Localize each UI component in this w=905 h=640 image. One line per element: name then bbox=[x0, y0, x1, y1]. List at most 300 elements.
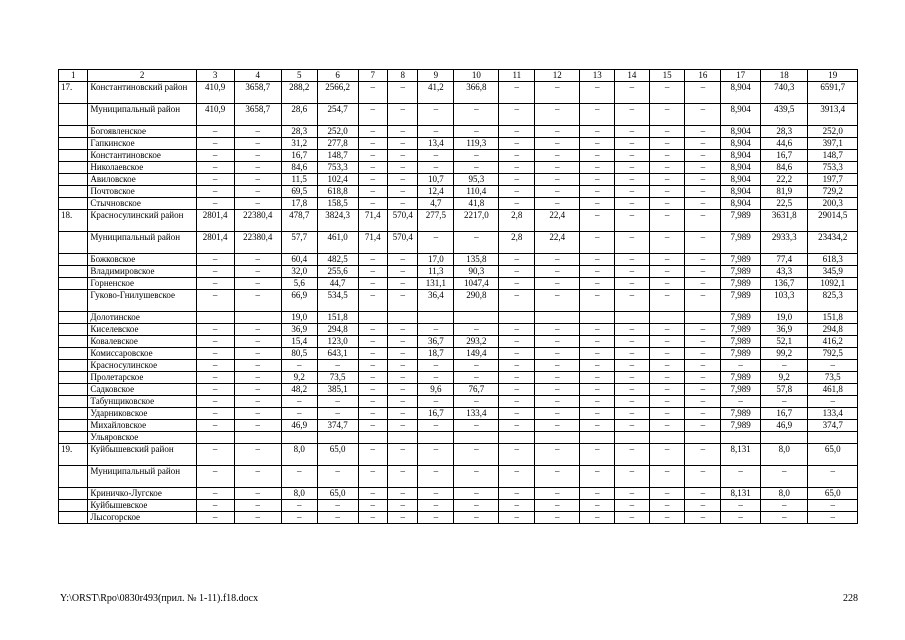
table-cell: 46,9 bbox=[281, 420, 317, 432]
table-cell: – bbox=[580, 232, 615, 254]
table-cell: 461,8 bbox=[808, 384, 858, 396]
table-cell: – bbox=[234, 150, 281, 162]
table-cell: 131,1 bbox=[418, 278, 454, 290]
table-cell: 288,2 bbox=[281, 82, 317, 104]
table-cell: – bbox=[358, 372, 387, 384]
table-cell bbox=[418, 312, 454, 324]
table-cell: – bbox=[388, 104, 418, 126]
table-cell: – bbox=[649, 360, 685, 372]
table-cell: 69,5 bbox=[281, 186, 317, 198]
table-cell: – bbox=[388, 82, 418, 104]
row-name: Гапкинское bbox=[88, 138, 196, 150]
table-cell: 277,8 bbox=[317, 138, 358, 150]
table-cell: – bbox=[580, 150, 615, 162]
table-cell: – bbox=[454, 488, 499, 500]
table-cell: – bbox=[685, 324, 721, 336]
table-cell: 28,3 bbox=[761, 126, 808, 138]
table-cell: – bbox=[281, 408, 317, 420]
table-row bbox=[59, 150, 858, 162]
table-cell: – bbox=[454, 466, 499, 488]
table-cell: – bbox=[499, 372, 535, 384]
table-cell: – bbox=[281, 360, 317, 372]
table-cell: – bbox=[685, 444, 721, 466]
table-cell: – bbox=[649, 348, 685, 360]
table-cell: – bbox=[234, 324, 281, 336]
table-cell: – bbox=[388, 198, 418, 210]
table-cell: 8,904 bbox=[721, 186, 761, 198]
table-cell: – bbox=[418, 488, 454, 500]
table-cell: – bbox=[580, 384, 615, 396]
table-cell: – bbox=[685, 210, 721, 232]
table-cell: 158,5 bbox=[317, 198, 358, 210]
table-cell: 22,4 bbox=[535, 210, 580, 232]
table-cell: – bbox=[196, 324, 234, 336]
table-cell: 792,5 bbox=[808, 348, 858, 360]
table-cell: – bbox=[196, 290, 234, 312]
table-cell: – bbox=[615, 384, 650, 396]
row-number bbox=[59, 198, 88, 210]
table-cell: – bbox=[388, 324, 418, 336]
table-cell: 65,0 bbox=[808, 488, 858, 500]
table-cell: 294,8 bbox=[317, 324, 358, 336]
table-cell: – bbox=[388, 266, 418, 278]
row-number bbox=[59, 138, 88, 150]
table-cell: 8,904 bbox=[721, 126, 761, 138]
table-row bbox=[59, 396, 858, 408]
table-cell: – bbox=[499, 348, 535, 360]
table-cell: – bbox=[685, 408, 721, 420]
table-cell: 36,7 bbox=[418, 336, 454, 348]
table-cell: 385,1 bbox=[317, 384, 358, 396]
table-cell: 57,8 bbox=[761, 384, 808, 396]
table-cell: 36,9 bbox=[281, 324, 317, 336]
table-cell: 753,3 bbox=[808, 162, 858, 174]
table-cell: – bbox=[454, 360, 499, 372]
table-cell: – bbox=[685, 348, 721, 360]
column-header: 19 bbox=[808, 70, 858, 82]
table-cell: – bbox=[499, 254, 535, 266]
table-cell: 8,0 bbox=[281, 488, 317, 500]
table-cell: 102,4 bbox=[317, 174, 358, 186]
table-cell: – bbox=[615, 348, 650, 360]
table-cell: – bbox=[499, 174, 535, 186]
row-number: 18. bbox=[59, 210, 88, 232]
table-cell: – bbox=[535, 384, 580, 396]
table-cell: 151,8 bbox=[808, 312, 858, 324]
table-cell: 9,2 bbox=[761, 372, 808, 384]
table-cell: – bbox=[388, 174, 418, 186]
table-cell: – bbox=[234, 396, 281, 408]
table-cell: – bbox=[535, 82, 580, 104]
table-cell: – bbox=[535, 512, 580, 524]
table-cell: – bbox=[808, 466, 858, 488]
column-header: 16 bbox=[685, 70, 721, 82]
table-cell: – bbox=[761, 466, 808, 488]
table-cell: – bbox=[388, 466, 418, 488]
table-cell: – bbox=[234, 384, 281, 396]
table-cell: 618,8 bbox=[317, 186, 358, 198]
table-cell: – bbox=[388, 186, 418, 198]
table-cell: – bbox=[615, 186, 650, 198]
table-cell: – bbox=[388, 420, 418, 432]
table-cell: 133,4 bbox=[808, 408, 858, 420]
table-cell: – bbox=[649, 512, 685, 524]
table-row bbox=[59, 432, 858, 444]
table-cell: – bbox=[615, 408, 650, 420]
table-cell: – bbox=[454, 420, 499, 432]
table-cell: 135,8 bbox=[454, 254, 499, 266]
table-cell: 84,6 bbox=[761, 162, 808, 174]
table-cell: – bbox=[418, 150, 454, 162]
table-cell: 8,904 bbox=[721, 104, 761, 126]
table-cell: – bbox=[761, 500, 808, 512]
table-cell: – bbox=[196, 186, 234, 198]
table-cell: 95,3 bbox=[454, 174, 499, 186]
row-name: Муниципальный район bbox=[88, 466, 196, 488]
table-cell: 65,0 bbox=[317, 444, 358, 466]
table-cell: – bbox=[358, 360, 387, 372]
table-cell: 10,7 bbox=[418, 174, 454, 186]
table-cell: 7,989 bbox=[721, 266, 761, 278]
table-row bbox=[59, 488, 858, 500]
table-cell: – bbox=[535, 174, 580, 186]
table-cell: – bbox=[761, 512, 808, 524]
table-cell: – bbox=[499, 420, 535, 432]
table-cell: – bbox=[234, 466, 281, 488]
table-cell: – bbox=[499, 104, 535, 126]
table-cell: 8,131 bbox=[721, 488, 761, 500]
table-cell: 11,5 bbox=[281, 174, 317, 186]
table-cell: 2,8 bbox=[499, 232, 535, 254]
table-cell: – bbox=[388, 512, 418, 524]
row-name: Константиновское bbox=[88, 150, 196, 162]
table-cell: 123,0 bbox=[317, 336, 358, 348]
table-cell: – bbox=[649, 278, 685, 290]
table-cell: 254,7 bbox=[317, 104, 358, 126]
table-cell: 23434,2 bbox=[808, 232, 858, 254]
table-cell bbox=[615, 432, 650, 444]
table-cell: – bbox=[580, 360, 615, 372]
table-cell: – bbox=[649, 162, 685, 174]
row-number bbox=[59, 396, 88, 408]
table-cell: – bbox=[317, 360, 358, 372]
table-cell: – bbox=[454, 512, 499, 524]
row-number: 19. bbox=[59, 444, 88, 466]
table-cell: – bbox=[196, 348, 234, 360]
table-cell: – bbox=[418, 104, 454, 126]
table-cell: – bbox=[649, 384, 685, 396]
table-cell: – bbox=[388, 150, 418, 162]
table-cell: – bbox=[649, 186, 685, 198]
table-cell: – bbox=[358, 104, 387, 126]
table-cell: – bbox=[580, 174, 615, 186]
row-name: Владимировское bbox=[88, 266, 196, 278]
table-cell bbox=[499, 432, 535, 444]
table-cell: – bbox=[685, 198, 721, 210]
table-cell: – bbox=[649, 150, 685, 162]
row-name: Горненское bbox=[88, 278, 196, 290]
table-cell: 534,5 bbox=[317, 290, 358, 312]
table-cell: – bbox=[454, 150, 499, 162]
table-cell: 277,5 bbox=[418, 210, 454, 232]
table-cell: – bbox=[580, 336, 615, 348]
table-cell: – bbox=[580, 126, 615, 138]
table-cell: – bbox=[418, 372, 454, 384]
table-cell: – bbox=[535, 408, 580, 420]
table-cell: – bbox=[234, 420, 281, 432]
table-cell: – bbox=[649, 82, 685, 104]
column-header: 10 bbox=[454, 70, 499, 82]
table-cell: 729,2 bbox=[808, 186, 858, 198]
table-cell: – bbox=[234, 500, 281, 512]
table-cell: – bbox=[418, 324, 454, 336]
column-header: 4 bbox=[234, 70, 281, 82]
table-cell: – bbox=[721, 396, 761, 408]
table-cell: – bbox=[649, 408, 685, 420]
row-name: Божковское bbox=[88, 254, 196, 266]
table-cell: 16,7 bbox=[761, 408, 808, 420]
row-name: Авиловское bbox=[88, 174, 196, 186]
table-cell: – bbox=[580, 162, 615, 174]
table-cell: – bbox=[388, 488, 418, 500]
table-cell: – bbox=[388, 408, 418, 420]
table-cell: 148,7 bbox=[808, 150, 858, 162]
table-cell: 197,7 bbox=[808, 174, 858, 186]
table-cell: – bbox=[418, 512, 454, 524]
table-cell: – bbox=[358, 348, 387, 360]
table-cell bbox=[454, 312, 499, 324]
table-cell bbox=[649, 312, 685, 324]
table-cell: – bbox=[358, 162, 387, 174]
table-cell: – bbox=[685, 254, 721, 266]
table-cell: 22,4 bbox=[535, 232, 580, 254]
table-cell: – bbox=[358, 408, 387, 420]
table-cell: 28,3 bbox=[281, 126, 317, 138]
table-cell: – bbox=[196, 444, 234, 466]
table-cell: 73,5 bbox=[317, 372, 358, 384]
table-cell: 3658,7 bbox=[234, 104, 281, 126]
table-cell: – bbox=[615, 232, 650, 254]
table-cell: – bbox=[317, 512, 358, 524]
table-cell: – bbox=[388, 254, 418, 266]
table-cell: – bbox=[317, 408, 358, 420]
table-cell: – bbox=[615, 150, 650, 162]
table-cell: – bbox=[196, 254, 234, 266]
table-row bbox=[59, 232, 858, 254]
row-name: Михайловское bbox=[88, 420, 196, 432]
table-cell: 4,7 bbox=[418, 198, 454, 210]
table-cell: – bbox=[649, 210, 685, 232]
table-cell: 16,7 bbox=[761, 150, 808, 162]
table-row bbox=[59, 210, 858, 232]
table-cell: 44,7 bbox=[317, 278, 358, 290]
table-cell: – bbox=[418, 232, 454, 254]
row-number bbox=[59, 360, 88, 372]
row-number bbox=[59, 266, 88, 278]
table-cell bbox=[317, 432, 358, 444]
table-cell: 397,1 bbox=[808, 138, 858, 150]
table-cell: 136,7 bbox=[761, 278, 808, 290]
table-cell: – bbox=[580, 512, 615, 524]
table-cell: – bbox=[499, 126, 535, 138]
table-cell: 119,3 bbox=[454, 138, 499, 150]
table-cell: – bbox=[499, 500, 535, 512]
table-cell: 90,3 bbox=[454, 266, 499, 278]
table-cell: – bbox=[615, 198, 650, 210]
table-cell: – bbox=[196, 336, 234, 348]
table-cell: 16,7 bbox=[418, 408, 454, 420]
table-cell: – bbox=[499, 324, 535, 336]
row-name: Гуково-Гнилушевское bbox=[88, 290, 196, 312]
table-cell: – bbox=[234, 162, 281, 174]
table-cell: – bbox=[685, 82, 721, 104]
footer-page-number: 228 bbox=[843, 593, 858, 604]
table-cell: – bbox=[358, 82, 387, 104]
table-cell: – bbox=[615, 324, 650, 336]
table-cell: 22,5 bbox=[761, 198, 808, 210]
row-number bbox=[59, 324, 88, 336]
table-cell: – bbox=[234, 254, 281, 266]
table-cell: 31,2 bbox=[281, 138, 317, 150]
table-cell: – bbox=[615, 82, 650, 104]
row-number bbox=[59, 150, 88, 162]
table-cell: – bbox=[649, 500, 685, 512]
table-cell: 44,6 bbox=[761, 138, 808, 150]
table-cell: – bbox=[358, 488, 387, 500]
table-cell bbox=[721, 432, 761, 444]
table-cell: – bbox=[418, 396, 454, 408]
table-row bbox=[59, 138, 858, 150]
table-cell: 16,7 bbox=[281, 150, 317, 162]
table-cell: – bbox=[649, 372, 685, 384]
table-cell: 2801,4 bbox=[196, 210, 234, 232]
table-cell: – bbox=[196, 420, 234, 432]
table-cell: 46,9 bbox=[761, 420, 808, 432]
table-cell: 8,904 bbox=[721, 162, 761, 174]
table-cell: – bbox=[358, 254, 387, 266]
table-cell: – bbox=[358, 324, 387, 336]
table-cell: 81,9 bbox=[761, 186, 808, 198]
table-cell: – bbox=[535, 324, 580, 336]
row-number bbox=[59, 466, 88, 488]
table-cell: – bbox=[685, 488, 721, 500]
table-cell: 32,0 bbox=[281, 266, 317, 278]
table-cell bbox=[580, 312, 615, 324]
table-cell: – bbox=[358, 198, 387, 210]
table-cell: – bbox=[808, 360, 858, 372]
table-cell: – bbox=[580, 186, 615, 198]
table-cell: – bbox=[649, 266, 685, 278]
table-cell: – bbox=[685, 186, 721, 198]
table-cell: 148,7 bbox=[317, 150, 358, 162]
table-cell: 22380,4 bbox=[234, 210, 281, 232]
row-name: Красносулинское bbox=[88, 360, 196, 372]
table-cell: – bbox=[808, 396, 858, 408]
table-cell: 57,7 bbox=[281, 232, 317, 254]
table-cell: 80,5 bbox=[281, 348, 317, 360]
table-cell: – bbox=[196, 512, 234, 524]
table-cell: – bbox=[615, 162, 650, 174]
table-cell: – bbox=[580, 290, 615, 312]
table-cell: 12,4 bbox=[418, 186, 454, 198]
table-cell: – bbox=[358, 138, 387, 150]
row-number bbox=[59, 162, 88, 174]
table-cell: – bbox=[281, 466, 317, 488]
table-cell: – bbox=[196, 396, 234, 408]
table-cell: – bbox=[535, 150, 580, 162]
table-row bbox=[59, 126, 858, 138]
table-cell: – bbox=[317, 396, 358, 408]
row-name: Муниципальный район bbox=[88, 104, 196, 126]
row-number bbox=[59, 336, 88, 348]
table-cell: – bbox=[580, 500, 615, 512]
table-cell: 41,8 bbox=[454, 198, 499, 210]
table-cell: – bbox=[499, 512, 535, 524]
row-number bbox=[59, 512, 88, 524]
column-header: 3 bbox=[196, 70, 234, 82]
table-cell: 7,989 bbox=[721, 372, 761, 384]
table-cell: – bbox=[358, 396, 387, 408]
table-cell: 478,7 bbox=[281, 210, 317, 232]
table-cell: – bbox=[234, 126, 281, 138]
table-cell: – bbox=[388, 336, 418, 348]
table-cell: – bbox=[649, 198, 685, 210]
row-number bbox=[59, 408, 88, 420]
table-cell: 7,989 bbox=[721, 348, 761, 360]
row-name: Красносулинский район bbox=[88, 210, 196, 232]
table-cell: – bbox=[196, 500, 234, 512]
table-cell: – bbox=[615, 174, 650, 186]
table-cell: 2933,3 bbox=[761, 232, 808, 254]
table-cell: – bbox=[388, 384, 418, 396]
row-name: Криничко-Лугское bbox=[88, 488, 196, 500]
table-cell: – bbox=[499, 488, 535, 500]
table-cell: 7,989 bbox=[721, 254, 761, 266]
table-cell: 3913,4 bbox=[808, 104, 858, 126]
table-cell: – bbox=[615, 266, 650, 278]
table-cell: 8,904 bbox=[721, 198, 761, 210]
table-cell: – bbox=[281, 500, 317, 512]
table-row bbox=[59, 312, 858, 324]
column-header: 2 bbox=[88, 70, 196, 82]
row-number: 17. bbox=[59, 82, 88, 104]
table-cell: 8,904 bbox=[721, 138, 761, 150]
table-cell bbox=[615, 312, 650, 324]
table-cell: – bbox=[281, 512, 317, 524]
row-name: Ульяровское bbox=[88, 432, 196, 444]
row-name: Куйбышевское bbox=[88, 500, 196, 512]
table-cell: – bbox=[358, 512, 387, 524]
table-cell: 66,9 bbox=[281, 290, 317, 312]
table-cell: 13,4 bbox=[418, 138, 454, 150]
table-cell bbox=[580, 432, 615, 444]
table-cell: – bbox=[580, 278, 615, 290]
table-cell: – bbox=[535, 186, 580, 198]
table-cell: – bbox=[580, 210, 615, 232]
table-cell: 7,989 bbox=[721, 336, 761, 348]
table-cell: – bbox=[388, 500, 418, 512]
column-header: 18 bbox=[761, 70, 808, 82]
table-cell: 825,3 bbox=[808, 290, 858, 312]
table-cell: 15,4 bbox=[281, 336, 317, 348]
table-row bbox=[59, 324, 858, 336]
table-row bbox=[59, 466, 858, 488]
table-cell: – bbox=[499, 336, 535, 348]
table-cell bbox=[685, 312, 721, 324]
table-cell: – bbox=[721, 466, 761, 488]
table-row bbox=[59, 104, 858, 126]
row-name: Константиновский район bbox=[88, 82, 196, 104]
